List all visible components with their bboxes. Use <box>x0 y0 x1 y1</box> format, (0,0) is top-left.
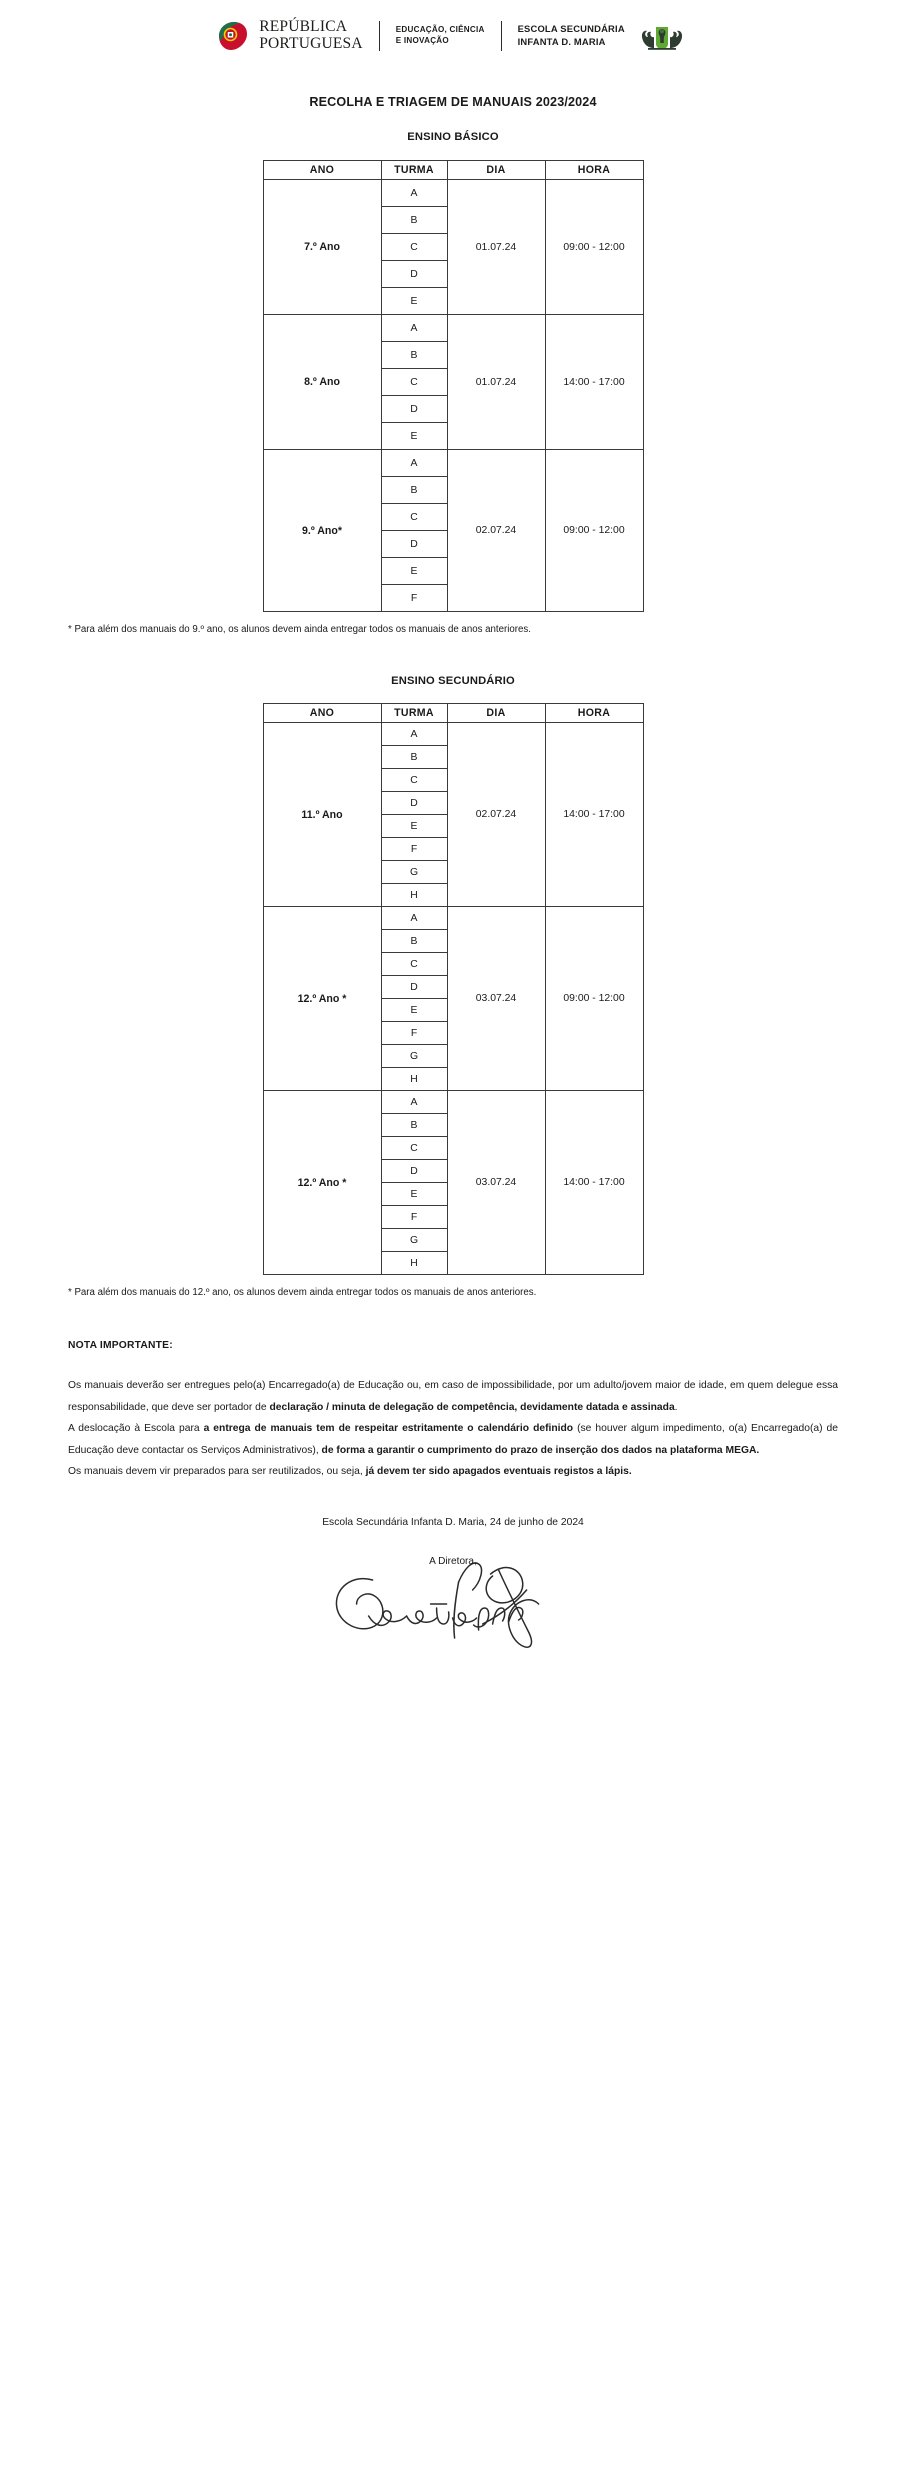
cell-turma: G <box>381 1045 447 1068</box>
cell-turma: E <box>381 1183 447 1206</box>
ministry-line-1: EDUCAÇÃO, CIÊNCIA <box>395 25 485 35</box>
header-divider-2 <box>501 21 502 51</box>
column-header-ano: ANO <box>263 704 381 723</box>
cell-turma: A <box>381 723 447 746</box>
republica-portuguesa-logo <box>216 19 363 53</box>
cell-turma: F <box>381 838 447 861</box>
cell-turma: C <box>381 953 447 976</box>
cell-turma: E <box>381 999 447 1022</box>
cell-hora: 09:00 - 12:00 <box>545 907 643 1091</box>
nota-paragraph-3 <box>68 1461 838 1483</box>
cell-turma: H <box>381 884 447 907</box>
cell-ano: 12.º Ano * <box>263 1091 381 1275</box>
footnote-secundario: * Para além dos manuais do 12.º ano, os alunos devem ainda entregar todos os manuais de anos anteriores. <box>68 1287 537 1298</box>
cell-ano: 7.º Ano <box>263 180 381 315</box>
section-title-secundario: ENSINO SECUNDÁRIO <box>391 675 515 687</box>
cell-turma: A <box>381 180 447 207</box>
cell-turma: E <box>381 288 447 315</box>
cell-turma: C <box>381 1137 447 1160</box>
column-header-turma: TURMA <box>381 161 447 180</box>
cell-turma: B <box>381 1114 447 1137</box>
cell-turma: B <box>381 930 447 953</box>
cell-turma: G <box>381 1229 447 1252</box>
schedule-table-basico <box>263 160 644 612</box>
cell-hora: 14:00 - 17:00 <box>545 1091 643 1275</box>
nota-p3-part-a: Os manuais devem vir preparados para ser reutilizados, ou seja, <box>68 1466 366 1478</box>
cell-hora: 09:00 - 12:00 <box>545 180 643 315</box>
cell-turma: H <box>381 1252 447 1275</box>
cell-turma: A <box>381 315 447 342</box>
ministry-wordmark <box>396 25 485 47</box>
portugal-flag-icon <box>216 19 250 53</box>
cell-dia: 03.07.24 <box>447 907 545 1091</box>
cell-turma: F <box>381 1206 447 1229</box>
cell-turma: B <box>381 746 447 769</box>
nota-paragraph-2 <box>68 1418 838 1461</box>
signature-block <box>64 1538 842 1648</box>
table-row <box>263 907 643 930</box>
nota-p2-bold-2: de forma a garantir o cumprimento do prazo de inserção dos dados na plataforma MEGA. <box>321 1444 760 1456</box>
cell-turma: D <box>381 792 447 815</box>
cell-turma: E <box>381 815 447 838</box>
republica-line-1: REPÚBLICA <box>259 18 348 36</box>
cell-dia: 01.07.24 <box>447 180 545 315</box>
nota-paragraph-1 <box>68 1375 838 1418</box>
column-header-hora: HORA <box>545 161 643 180</box>
column-header-dia: DIA <box>447 161 545 180</box>
table-row <box>263 450 643 477</box>
cell-turma: D <box>381 1160 447 1183</box>
cell-turma: F <box>381 585 447 612</box>
table-row <box>263 723 643 746</box>
institutional-header <box>64 0 842 60</box>
table-row <box>263 315 643 342</box>
cell-turma: A <box>381 450 447 477</box>
republica-line-2: PORTUGUESA <box>259 35 363 52</box>
cell-dia: 01.07.24 <box>447 315 545 450</box>
cell-turma: H <box>381 1068 447 1091</box>
nota-p1-part-a: Os manuais deverão ser entregues pelo(a) Encarregado(a) de Educação ou, em caso de impossibilidade, por um adulto/jovem maior de idade, em quem delegue essa responsabilidade, que deve ser portador de <box>68 1380 838 1413</box>
cell-dia: 02.07.24 <box>447 450 545 612</box>
cell-ano: 12.º Ano * <box>263 907 381 1091</box>
section-title-basico: ENSINO BÁSICO <box>407 131 499 143</box>
republica-portuguesa-wordmark <box>259 19 363 52</box>
column-header-ano: ANO <box>263 161 381 180</box>
footnote-basico: * Para além dos manuais do 9.º ano, os alunos devem ainda entregar todos os manuais de anos anteriores. <box>68 624 531 635</box>
cell-turma: D <box>381 976 447 999</box>
school-crest-icon <box>634 18 690 54</box>
cell-turma: A <box>381 1091 447 1114</box>
schedule-body-secundario <box>263 723 643 1275</box>
header-divider-1 <box>379 21 380 51</box>
cell-turma: E <box>381 423 447 450</box>
cell-ano: 9.º Ano* <box>263 450 381 612</box>
cell-turma: B <box>381 477 447 504</box>
cell-turma: G <box>381 861 447 884</box>
nota-p3-bold: já devem ter sido apagados eventuais registos a lápis. <box>365 1466 632 1478</box>
nota-p2-part-a: A deslocação à Escola para <box>68 1423 204 1435</box>
cell-turma: D <box>381 261 447 288</box>
column-header-turma: TURMA <box>381 704 447 723</box>
schedule-body-basico <box>263 180 643 612</box>
cell-ano: 8.º Ano <box>263 315 381 450</box>
table-header-row <box>263 704 643 723</box>
cell-turma: C <box>381 369 447 396</box>
cell-dia: 02.07.24 <box>447 723 545 907</box>
cell-turma: E <box>381 558 447 585</box>
school-line-1: ESCOLA SECUNDÁRIA <box>517 23 625 35</box>
table-row <box>263 1091 643 1114</box>
cell-hora: 09:00 - 12:00 <box>545 450 643 612</box>
cell-turma: D <box>381 396 447 423</box>
cell-turma: F <box>381 1022 447 1045</box>
cell-turma: C <box>381 234 447 261</box>
table-row <box>263 180 643 207</box>
nota-p1-part-c: . <box>674 1401 678 1413</box>
cell-dia: 03.07.24 <box>447 1091 545 1275</box>
cell-turma: B <box>381 342 447 369</box>
cell-hora: 14:00 - 17:00 <box>545 315 643 450</box>
ministry-line-2: E INOVAÇÃO <box>395 36 449 45</box>
school-line-2: INFANTA D. MARIA <box>517 36 606 47</box>
school-wordmark <box>518 23 625 48</box>
cell-turma: C <box>381 769 447 792</box>
cell-turma: A <box>381 907 447 930</box>
closing-line: Escola Secundária Infanta D. Maria, 24 de junho de 2024 <box>322 1517 584 1529</box>
signature-label: A Diretora, <box>429 1556 477 1568</box>
table-header-row <box>263 161 643 180</box>
column-header-hora: HORA <box>545 704 643 723</box>
schedule-table-secundario <box>263 703 644 1275</box>
nota-p1-bold: declaração / minuta de delegação de competência, devidamente datada e assinada <box>269 1401 675 1413</box>
nota-p2-part-c: (se houver algum impedimento, o(a) Encarregado(a) de Educação deve contactar os Serviços Administrativos), <box>68 1423 838 1456</box>
cell-turma: C <box>381 504 447 531</box>
cell-hora: 14:00 - 17:00 <box>545 723 643 907</box>
cell-turma: B <box>381 207 447 234</box>
cell-turma: D <box>381 531 447 558</box>
column-header-dia: DIA <box>447 704 545 723</box>
page-title: RECOLHA E TRIAGEM DE MANUAIS 2023/2024 <box>309 95 597 109</box>
nota-p2-bold-1: a entrega de manuais tem de respeitar estritamente o calendário definido <box>203 1423 574 1435</box>
cell-ano: 11.º Ano <box>263 723 381 907</box>
nota-importante-heading: NOTA IMPORTANTE: <box>68 1340 173 1351</box>
